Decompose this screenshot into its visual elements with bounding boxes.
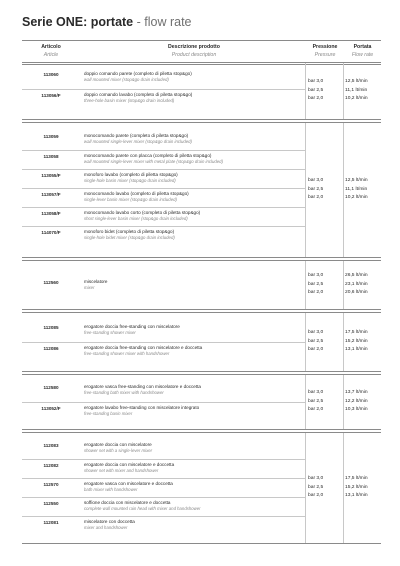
- header-article: [22, 43, 80, 59]
- article-code: 113057/F: [41, 192, 61, 197]
- product-description: [84, 229, 304, 241]
- column-divider: [343, 375, 344, 429]
- flow-rate-values: [345, 78, 381, 104]
- pressure-value: bar 2,0: [308, 347, 324, 352]
- flow-rate-value: 12,5 lt/min: [345, 79, 368, 84]
- header-description: [84, 43, 304, 59]
- column-divider: [305, 375, 306, 429]
- flow-rate-value: 10,3 lt/min: [345, 407, 368, 412]
- pressure-values: [308, 389, 344, 415]
- article-code: 113060: [43, 72, 59, 77]
- pressure-value: bar 2,5: [308, 281, 324, 287]
- column-divider: [343, 123, 344, 257]
- column-divider: [343, 63, 344, 119]
- description-english: single-lever basin mixer (stop&go drain included): [84, 197, 177, 202]
- product-description: [84, 92, 304, 104]
- pressure-value: bar 3,0: [308, 330, 324, 335]
- pressure-value: bar 2,0: [308, 290, 324, 295]
- article-code: 112083: [43, 443, 59, 448]
- product-description: [84, 71, 304, 83]
- description-english: three-hole basin mixer (stop&go drain included): [84, 98, 175, 103]
- column-divider: [343, 313, 344, 371]
- product-description: [84, 462, 304, 474]
- flow-rate-value: 15,2 lt/min: [345, 484, 368, 490]
- pressure-value: bar 3,0: [308, 390, 324, 395]
- description-english: bath mixer with handshower: [84, 487, 138, 492]
- flow-rate-value: 20,6 lt/min: [345, 290, 368, 295]
- pressure-value: bar 2,0: [308, 96, 324, 101]
- flow-rate-value: 11,1 lt/min: [345, 87, 368, 93]
- flow-rate-value: 10,2 lt/min: [345, 195, 368, 200]
- description-italian: erogatore doccia free-standing con miscelatore e doccetta: [84, 345, 203, 350]
- description-italian: erogatore lavabo free-standing con miscelatore integrato: [84, 405, 200, 410]
- flow-rate-value: 13,7 lt/min: [345, 390, 368, 395]
- description-italian: monoforo lavabo (completo di piletta stop&go): [84, 172, 178, 177]
- pressure-value: bar 3,0: [308, 476, 324, 481]
- pressure-value: bar 2,5: [308, 186, 324, 192]
- flow-rate-value: 15,2 lt/min: [345, 338, 368, 344]
- product-description: [84, 481, 304, 493]
- article-code: 113058/F: [41, 211, 61, 216]
- product-group-shower-set-group: [22, 432, 381, 544]
- description-italian: miscelatore: [84, 279, 108, 284]
- header-pressure-label: Pressure: [314, 52, 336, 58]
- pressure-value: bar 2,0: [308, 195, 324, 200]
- article-code: 113052/F: [41, 406, 61, 411]
- description-italian: miscelatore con doccetta: [84, 519, 135, 524]
- flow-rate-value: 23,1 lt/min: [345, 281, 368, 287]
- pressure-value: bar 3,0: [308, 178, 324, 183]
- description-english: wall mounted mixer (stop&go drain included): [84, 77, 169, 82]
- description-english: free-standing bath mixer with handshower: [84, 390, 164, 395]
- product-description: [84, 210, 304, 222]
- header-descrizione-label: Descrizione prodotto: [168, 44, 220, 50]
- description-english: wall mounted single-lever mixer (stop&go drain included): [84, 139, 192, 144]
- table-row: [22, 478, 305, 498]
- description-italian: monocomando lavabo (completo di piletta stop&go): [84, 191, 189, 196]
- pressure-values: [308, 78, 344, 104]
- description-italian: monoforo bidet (completo di piletta stop&go): [84, 229, 175, 234]
- pressure-values: [308, 475, 344, 501]
- pressure-value: bar 2,0: [308, 407, 324, 412]
- description-italian: monocomando parete con placca (completo di piletta stop&go): [84, 153, 212, 158]
- description-english: single-hole bidet mixer (stop&go drain included): [84, 235, 175, 240]
- flow-rate-value: 10,2 lt/min: [345, 96, 368, 101]
- flow-rate-value: 26,5 lt/min: [345, 273, 368, 278]
- flow-rate-value: 17,5 lt/min: [345, 476, 368, 481]
- article-code: 112560: [43, 280, 59, 285]
- product-group-faucet-group: [22, 62, 381, 120]
- pressure-values: [308, 272, 344, 298]
- article-code: 113055/F: [41, 173, 61, 178]
- article-code: 112085: [43, 325, 59, 330]
- article-code: 113056/F: [41, 93, 61, 98]
- article-code: 113058: [43, 154, 59, 159]
- table-row: [22, 516, 305, 536]
- flow-rate-value: 12,5 lt/min: [345, 178, 368, 183]
- table-row: [22, 89, 305, 110]
- column-divider: [343, 261, 344, 309]
- pressure-values: [308, 177, 344, 203]
- header-flow: [344, 43, 381, 59]
- description-english: free-standing shower mixer with handshower: [84, 351, 170, 356]
- column-divider: [305, 313, 306, 371]
- description-italian: erogatore doccia con miscelatore e doccetta: [84, 462, 175, 467]
- article-code: 112570: [43, 482, 59, 487]
- column-divider: [343, 433, 344, 543]
- product-group-single-lever-group: [22, 122, 381, 258]
- product-description: [84, 153, 304, 165]
- header-pressione-label: Pressione: [312, 44, 338, 50]
- header-article-label: Article: [43, 52, 59, 58]
- flow-rate-values: [345, 177, 381, 203]
- product-description: [84, 519, 304, 531]
- pressure-value: bar 2,5: [308, 398, 324, 404]
- table-row: [22, 63, 305, 89]
- flow-rate-values: [345, 329, 381, 355]
- pressure-value: bar 3,0: [308, 79, 324, 84]
- flow-rate-values: [345, 389, 381, 415]
- table-row: [22, 150, 305, 170]
- product-description: [84, 324, 304, 336]
- description-italian: monocomando parete (completo di piletta stop&go): [84, 133, 189, 138]
- table-row: [22, 433, 305, 459]
- description-italian: erogatore doccia con miscelatore: [84, 442, 152, 447]
- article-code: 112580: [43, 385, 59, 390]
- flow-rate-value: 12,2 lt/min: [345, 398, 368, 404]
- header-flow-label: Flow rate: [351, 52, 374, 58]
- page-title-subtitle: - flow rate: [133, 15, 192, 29]
- description-english: wall mounted single-lever mixer with metal plate (stop&go drain included): [84, 159, 223, 164]
- product-description: [84, 279, 304, 291]
- pressure-value: bar 2,5: [308, 484, 324, 490]
- description-english: complete wall mounted rain head with mixer and handshower: [84, 506, 201, 511]
- pressure-value: bar 2,5: [308, 87, 324, 93]
- description-english: shower set with mixer and handshower: [84, 468, 159, 473]
- description-italian: erogatore vasca free-standing con miscelatore e doccetta: [84, 384, 201, 389]
- description-italian: erogatore vasca con miscelatore e doccetta: [84, 481, 173, 486]
- column-divider: [305, 261, 306, 309]
- header-portata-label: Portata: [353, 44, 372, 50]
- table-row: [22, 226, 305, 246]
- table-row: [22, 169, 305, 189]
- product-description: [84, 384, 304, 396]
- pressure-value: bar 3,0: [308, 273, 324, 278]
- table-row: [22, 207, 305, 227]
- product-group-free-standing-shower-group: [22, 312, 381, 372]
- table-row: [22, 497, 305, 517]
- article-code: 113059: [43, 134, 59, 139]
- description-english: free-standing basin mixer: [84, 411, 133, 416]
- product-group-mixer-group: [22, 260, 381, 310]
- article-code: 114070/F: [41, 230, 61, 235]
- table-row: [22, 459, 305, 479]
- column-divider: [305, 63, 306, 119]
- product-description: [84, 500, 304, 512]
- header-articolo-label: Articolo: [41, 44, 61, 50]
- flow-rate-value: 17,5 lt/min: [345, 330, 368, 335]
- article-code: 112082: [43, 463, 59, 468]
- product-description: [84, 172, 304, 184]
- description-english: free-standing shower mixer: [84, 330, 136, 335]
- description-english: short single-lever basin mixer (stop&go drain included): [84, 216, 188, 221]
- flow-rate-value: 11,1 lt/min: [345, 186, 368, 192]
- pressure-value: bar 2,0: [308, 493, 324, 498]
- pressure-values: [308, 329, 344, 355]
- column-divider: [305, 123, 306, 257]
- column-divider: [305, 433, 306, 543]
- table-row: [22, 375, 305, 402]
- product-description: [84, 405, 304, 417]
- table-row: [22, 313, 305, 342]
- article-code: 112081: [43, 520, 59, 525]
- description-english: mixer and handshower: [84, 525, 128, 530]
- description-italian: doppio comando parete (completo di piletta stop&go): [84, 71, 192, 76]
- article-code: 112086: [43, 346, 59, 351]
- product-description: [84, 345, 304, 357]
- table-row: [22, 402, 305, 423]
- flow-rate-value: 13,1 lt/min: [345, 347, 368, 352]
- table-row: [22, 188, 305, 208]
- article-code: 112550: [43, 501, 59, 506]
- page-title-bold: Serie ONE: portate: [22, 15, 134, 29]
- flow-rate-value: 13,1 lt/min: [345, 493, 368, 498]
- description-english: single-hole basin mixer (stop&go drain included): [84, 178, 176, 183]
- description-english: mixer: [84, 285, 95, 290]
- header-pressure: [306, 43, 344, 59]
- description-italian: doppio comando lavabo (completo di piletta stop&go): [84, 92, 193, 97]
- description-english: shower set with a single-lever mixer: [84, 448, 153, 453]
- header-description-label: Product description: [171, 52, 217, 58]
- pressure-value: bar 2,5: [308, 338, 324, 344]
- product-group-free-standing-bath-group: [22, 374, 381, 430]
- description-italian: soffione doccia con miscelatore e doccetta: [84, 500, 171, 505]
- product-description: [84, 442, 304, 454]
- flow-rate-values: [345, 475, 381, 501]
- description-italian: monocomando lavabo corto (completo di piletta stop&go): [84, 210, 201, 215]
- product-description: [84, 191, 304, 203]
- table-row: [22, 123, 305, 150]
- description-italian: erogatore doccia free-standing con miscelatore: [84, 324, 180, 329]
- product-description: [84, 133, 304, 145]
- table-row: [22, 342, 305, 363]
- page-title: [22, 15, 192, 29]
- flow-rate-values: [345, 272, 381, 298]
